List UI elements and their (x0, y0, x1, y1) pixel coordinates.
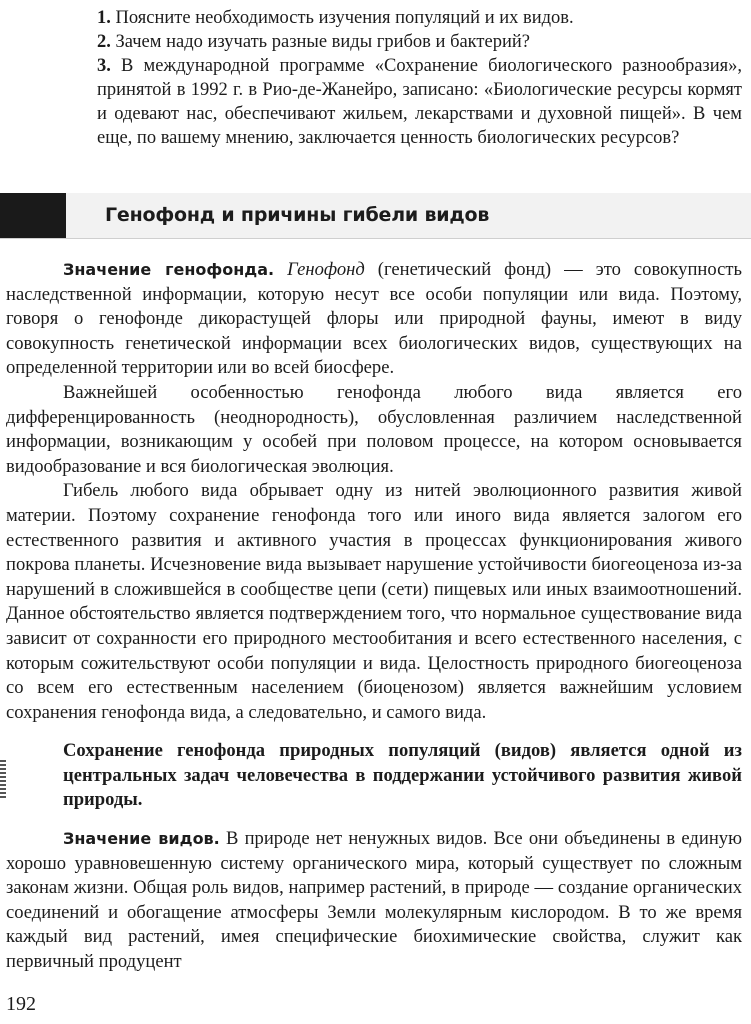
paragraph-differentiation: Важнейшей особенностью генофонда любого вида является его дифференцированность (неоднородность), обусловленная различием наследственной информации, возникающим у особей при половом процессе, на котором основывается видообразование и вся биологическая эволюция. (6, 381, 742, 477)
paragraph-lead: Значение генофонда. (63, 260, 275, 279)
section-header-marker (0, 193, 66, 238)
section-header (0, 193, 751, 239)
question-text: Зачем надо изучать разные виды грибов и бактерий? (115, 32, 530, 52)
section-title: Генофонд и причины гибели видов (105, 204, 490, 226)
key-statement (6, 739, 742, 813)
question-number: 2. (97, 32, 111, 52)
key-statement-text: Сохранение генофонда природных популяций (видов) является одной из центральных задач человечества в поддержании устойчивого развития живой природы. (63, 740, 742, 811)
term-genofond: Генофонд (287, 259, 365, 280)
question-number: 3. (97, 56, 111, 76)
question-number: 1. (97, 8, 111, 28)
paragraph-text: (генетический фонд) — это совокупность наследственной информации, которую несут все особи популяции или вида. Поэтому, говоря о генофонде дикорастущей флоры или природной фауны, имеют в виду совокупность генетической информации всех биологических видов, существующих на определенной территории или во всей биосфере. (6, 259, 743, 379)
question-text: В международной программе «Сохранение биологического разнообразия», принятой в 1992 г. в Рио-де-Жанейро, записано: «Биологические ресурсы кормят и одевают нас, обеспечивают жильем, лекарствами и духовной пищей». В чем еще, по вашему мнению, заключается ценность биологических ресурсов? (97, 56, 742, 148)
question-1 (97, 6, 742, 30)
question-3 (97, 54, 742, 150)
main-text (6, 258, 742, 975)
paragraph-genofond (6, 258, 742, 381)
review-questions (97, 6, 742, 150)
paragraph-species-value (6, 827, 742, 975)
paragraph-lead: Значение видов. (63, 829, 220, 849)
question-2 (97, 30, 742, 54)
paragraph-text: В природе нет ненужных видов. Все они объединены в единую хорошо уравновешенную систему органического мира, который существует по сложным законам жизни. Общая роль видов, например растений, в природе — создание органических соединений и обогащение атмосферы Земли молекулярным кислородом. В то же время каждый вид растений, имея специфические биохимические свойства, служит как первичный продуцент (6, 828, 742, 973)
paragraph-species-loss: Гибель любого вида обрывает одну из нитей эволюционного развития живой материи. Поэтому сохранение генофонда того или иного вида является залогом его естественного развития и активного участия в процессах функционирования живого покрова планеты. Исчезновение вида вызывает нарушение устойчивости биогеоценоза из-за нарушений в сложившейся в сообществе цепи (сети) пищевых или иных взаимоотношений. Данное обстоятельство является подтверждением того, что нормальное существование вида зависит от сохранности его природного местообитания и всего естественного населения, с которым сожительствуют особи популяции и вида. Целостность природного биогеоценоза со всем его естественным населением (биоценозом) является важнейшим условием сохранения генофонда вида, а следовательно, и самого вида. (6, 480, 742, 723)
page-number: 192 (6, 993, 36, 1015)
margin-mark (0, 760, 6, 798)
question-text: Поясните необходимость изучения популяций и их видов. (115, 8, 574, 28)
